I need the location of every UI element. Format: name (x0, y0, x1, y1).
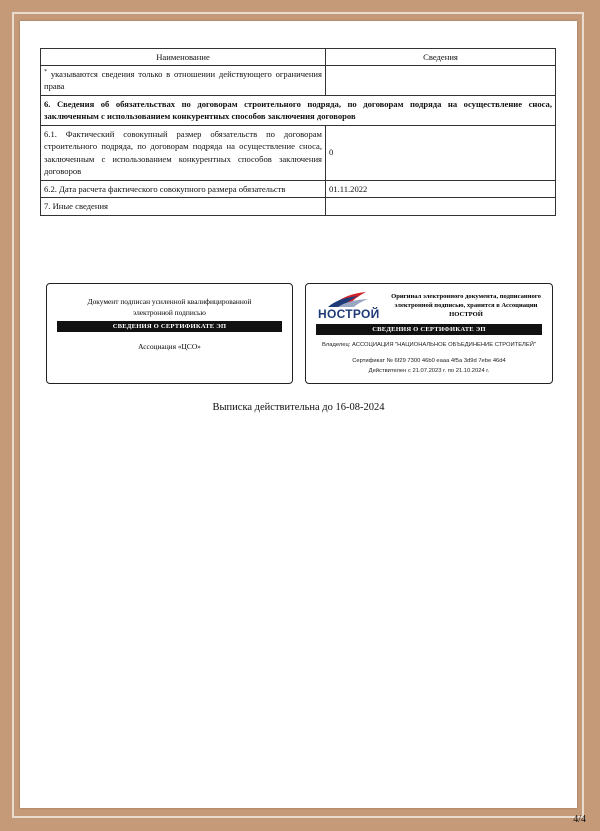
footnote-cell (41, 66, 326, 96)
table-row (41, 95, 556, 125)
logo-text: НОСТРОЙ (318, 307, 380, 321)
certificate-bar: СВЕДЕНИЯ О СЕРТИФИКАТЕ ЭП (316, 324, 542, 335)
table-header-row (41, 49, 556, 66)
section-7-value (326, 198, 556, 215)
table-row (41, 125, 556, 180)
extract-validity: Выписка действительна до 16-08-2024 (212, 402, 385, 413)
certificate-validity: Действителен с 21.07.2023 г. по 21.10.2024 г. (368, 368, 490, 374)
organization-name: Ассоциация «ЦСО» (138, 342, 201, 352)
document-page (20, 21, 577, 808)
row-6-1-value: 0 (326, 125, 556, 180)
section-6-heading: 6. Сведения об обязательствах по договорам строительного подряда, по договорам подряда на осуществление сноса, заключенным с использованием конкурентных способов заключения договоров (41, 95, 556, 125)
header-name: Наименование (41, 49, 326, 66)
certificate-owner: Владелец: АССОЦИАЦИЯ "НАЦИОНАЛЬНОЕ ОБЪЕДИНЕНИЕ СТРОИТЕЛЕЙ" (322, 342, 536, 348)
signed-notice: Документ подписан усиленной квалифицированной электронной подписью (87, 297, 252, 317)
header-info: Сведения (326, 49, 556, 66)
info-table (40, 48, 556, 216)
original-notice: Оригинал электронного документа, подписанного электронной подписью, хранится в Ассоциации НОСТРОЙ (391, 293, 541, 318)
table-row (41, 198, 556, 215)
table-row (41, 180, 556, 197)
row-6-2-value: 01.11.2022 (326, 180, 556, 197)
page-number: 4/4 (573, 814, 586, 825)
row-6-1-label: 6.1. Фактический совокупный размер обязательств по договорам строительного подряда, по договорам подряда на осуществление сноса, заключенным с использованием конкурентных способов заключения договоров (41, 125, 326, 180)
section-7-label: 7. Иные сведения (41, 198, 326, 215)
certificate-bar: СВЕДЕНИЯ О СЕРТИФИКАТЕ ЭП (57, 321, 282, 332)
nostroy-logo (318, 290, 384, 322)
footnote-text: указываются сведения только в отношении действующего ограничения права (44, 69, 322, 92)
certificate-number: Сертификат № 6f29 7300 46b0 eaaa 4f5a 3d9d 7ebe 46d4 (352, 358, 506, 364)
signature-stamp-left (46, 283, 293, 384)
footnote-value (326, 66, 556, 96)
footnote-mark: * (44, 69, 47, 76)
signature-stamp-right (305, 283, 553, 384)
logo-flag-icon (318, 290, 384, 308)
row-6-2-label: 6.2. Дата расчета фактического совокупного размера обязательств (41, 180, 326, 197)
table-row (41, 66, 556, 96)
